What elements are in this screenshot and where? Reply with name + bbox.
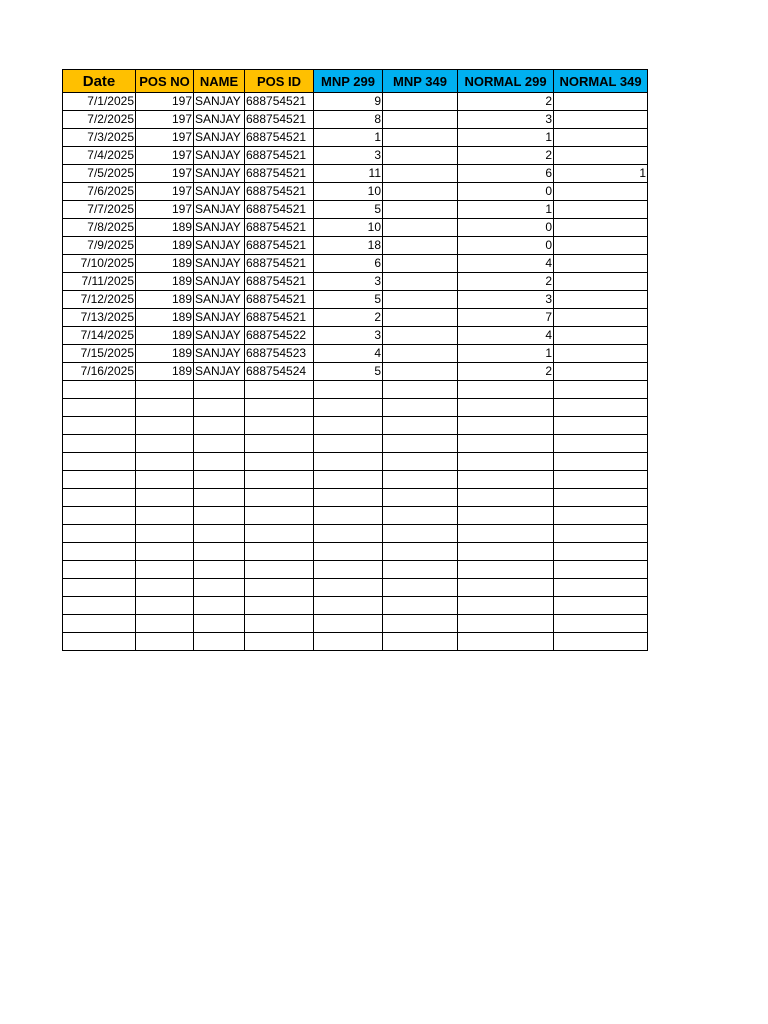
table-row [63, 543, 648, 561]
cell-normal-349[interactable] [554, 417, 648, 435]
cell-pos-id[interactable]: 688754521 [245, 165, 314, 183]
cell-normal-299[interactable] [458, 399, 554, 417]
table-row [63, 165, 648, 183]
cell-name[interactable]: SANJAY [194, 219, 245, 237]
cell-normal-349[interactable] [554, 507, 648, 525]
cell-normal-349[interactable] [554, 525, 648, 543]
cell-normal-349[interactable] [554, 345, 648, 363]
cell-date[interactable] [63, 453, 136, 471]
cell-pos-no[interactable]: 197 [136, 201, 194, 219]
cell-date[interactable]: 7/7/2025 [63, 201, 136, 219]
cell-name[interactable]: SANJAY [194, 111, 245, 129]
cell-mnp-299[interactable]: 6 [314, 255, 383, 273]
cell-name[interactable] [194, 615, 245, 633]
column-header-pos-no[interactable]: POS NO [136, 70, 194, 93]
cell-date[interactable] [63, 597, 136, 615]
cell-pos-no[interactable]: 197 [136, 183, 194, 201]
cell-pos-no[interactable] [136, 597, 194, 615]
cell-normal-299[interactable]: 4 [458, 255, 554, 273]
cell-mnp-299[interactable]: 10 [314, 219, 383, 237]
cell-mnp-349[interactable] [383, 129, 458, 147]
cell-date[interactable] [63, 579, 136, 597]
header-row [63, 70, 648, 93]
column-header-mnp-299[interactable]: MNP 299 [314, 70, 383, 93]
cell-pos-id[interactable]: 688754521 [245, 183, 314, 201]
table-row [63, 471, 648, 489]
cell-pos-id[interactable] [245, 597, 314, 615]
cell-pos-no[interactable]: 189 [136, 363, 194, 381]
cell-mnp-349[interactable] [383, 291, 458, 309]
cell-mnp-349[interactable] [383, 453, 458, 471]
cell-date[interactable]: 7/2/2025 [63, 111, 136, 129]
cell-pos-id[interactable] [245, 579, 314, 597]
table-row [63, 291, 648, 309]
cell-mnp-349[interactable] [383, 201, 458, 219]
cell-mnp-349[interactable] [383, 435, 458, 453]
cell-pos-id[interactable]: 688754521 [245, 255, 314, 273]
cell-date[interactable] [63, 381, 136, 399]
cell-normal-349[interactable] [554, 381, 648, 399]
cell-mnp-349[interactable] [383, 399, 458, 417]
cell-pos-no[interactable] [136, 633, 194, 651]
cell-normal-299[interactable] [458, 435, 554, 453]
cell-name[interactable] [194, 525, 245, 543]
cell-mnp-349[interactable] [383, 327, 458, 345]
cell-normal-349[interactable] [554, 147, 648, 165]
cell-name[interactable]: SANJAY [194, 345, 245, 363]
cell-name[interactable]: SANJAY [194, 201, 245, 219]
cell-pos-no[interactable]: 189 [136, 255, 194, 273]
cell-normal-299[interactable] [458, 561, 554, 579]
cell-date[interactable]: 7/6/2025 [63, 183, 136, 201]
cell-pos-id[interactable] [245, 417, 314, 435]
cell-pos-no[interactable]: 189 [136, 273, 194, 291]
cell-normal-299[interactable] [458, 633, 554, 651]
cell-name[interactable] [194, 597, 245, 615]
cell-date[interactable] [63, 561, 136, 579]
cell-name[interactable]: SANJAY [194, 327, 245, 345]
cell-mnp-299[interactable]: 5 [314, 291, 383, 309]
cell-pos-no[interactable] [136, 543, 194, 561]
cell-mnp-299[interactable] [314, 543, 383, 561]
cell-mnp-299[interactable]: 18 [314, 237, 383, 255]
cell-pos-no[interactable] [136, 435, 194, 453]
cell-pos-id[interactable] [245, 633, 314, 651]
cell-mnp-299[interactable]: 3 [314, 327, 383, 345]
cell-pos-no[interactable] [136, 471, 194, 489]
cell-mnp-299[interactable]: 9 [314, 93, 383, 111]
cell-mnp-299[interactable]: 2 [314, 309, 383, 327]
cell-normal-349[interactable] [554, 471, 648, 489]
cell-normal-299[interactable] [458, 489, 554, 507]
cell-normal-299[interactable]: 4 [458, 327, 554, 345]
cell-mnp-299[interactable]: 10 [314, 183, 383, 201]
cell-pos-id[interactable]: 688754521 [245, 291, 314, 309]
table-row [63, 633, 648, 651]
table-row [63, 561, 648, 579]
table-row [63, 201, 648, 219]
cell-pos-no[interactable]: 189 [136, 327, 194, 345]
cell-pos-id[interactable] [245, 615, 314, 633]
table-row [63, 93, 648, 111]
cell-mnp-299[interactable] [314, 597, 383, 615]
cell-mnp-349[interactable] [383, 417, 458, 435]
cell-name[interactable]: SANJAY [194, 147, 245, 165]
cell-mnp-349[interactable] [383, 309, 458, 327]
cell-mnp-299[interactable]: 1 [314, 129, 383, 147]
cell-mnp-349[interactable] [383, 93, 458, 111]
cell-date[interactable]: 7/13/2025 [63, 309, 136, 327]
cell-pos-no[interactable]: 197 [136, 129, 194, 147]
cell-mnp-299[interactable]: 3 [314, 147, 383, 165]
cell-normal-349[interactable] [554, 453, 648, 471]
cell-pos-no[interactable]: 197 [136, 93, 194, 111]
column-header-normal-299[interactable]: NORMAL 299 [458, 70, 554, 93]
cell-normal-349[interactable] [554, 93, 648, 111]
cell-mnp-349[interactable] [383, 111, 458, 129]
column-header-normal-349[interactable]: NORMAL 349 [554, 70, 648, 93]
table-row [63, 363, 648, 381]
cell-normal-299[interactable] [458, 597, 554, 615]
cell-pos-id[interactable] [245, 543, 314, 561]
cell-mnp-349[interactable] [383, 507, 458, 525]
table-row [63, 381, 648, 399]
cell-date[interactable]: 7/10/2025 [63, 255, 136, 273]
cell-date[interactable] [63, 399, 136, 417]
cell-pos-no[interactable]: 189 [136, 237, 194, 255]
table-row [63, 417, 648, 435]
cell-mnp-299[interactable]: 8 [314, 111, 383, 129]
cell-name[interactable] [194, 435, 245, 453]
cell-mnp-299[interactable]: 5 [314, 363, 383, 381]
table-row [63, 147, 648, 165]
cell-name[interactable] [194, 417, 245, 435]
cell-mnp-349[interactable] [383, 183, 458, 201]
cell-normal-349[interactable] [554, 273, 648, 291]
cell-mnp-299[interactable] [314, 525, 383, 543]
cell-pos-no[interactable] [136, 399, 194, 417]
table-row [63, 399, 648, 417]
cell-normal-299[interactable]: 1 [458, 345, 554, 363]
cell-normal-299[interactable]: 2 [458, 363, 554, 381]
cell-normal-299[interactable]: 0 [458, 183, 554, 201]
cell-normal-299[interactable]: 3 [458, 291, 554, 309]
cell-normal-349[interactable] [554, 435, 648, 453]
cell-name[interactable] [194, 579, 245, 597]
table-row [63, 435, 648, 453]
column-header-name[interactable]: NAME [194, 70, 245, 93]
cell-mnp-349[interactable] [383, 561, 458, 579]
cell-normal-349[interactable] [554, 183, 648, 201]
column-header-pos-id[interactable]: POS ID [245, 70, 314, 93]
cell-name[interactable]: SANJAY [194, 273, 245, 291]
cell-name[interactable]: SANJAY [194, 309, 245, 327]
cell-pos-id[interactable] [245, 525, 314, 543]
cell-mnp-349[interactable] [383, 381, 458, 399]
cell-mnp-349[interactable] [383, 219, 458, 237]
cell-normal-349[interactable] [554, 255, 648, 273]
table-row [63, 309, 648, 327]
cell-pos-id[interactable]: 688754521 [245, 237, 314, 255]
cell-normal-299[interactable]: 0 [458, 237, 554, 255]
cell-pos-no[interactable] [136, 615, 194, 633]
cell-pos-id[interactable]: 688754521 [245, 129, 314, 147]
cell-name[interactable] [194, 543, 245, 561]
cell-normal-349[interactable] [554, 597, 648, 615]
cell-date[interactable] [63, 471, 136, 489]
cell-pos-id[interactable] [245, 435, 314, 453]
cell-mnp-299[interactable] [314, 579, 383, 597]
cell-name[interactable]: SANJAY [194, 255, 245, 273]
cell-name[interactable]: SANJAY [194, 237, 245, 255]
cell-date[interactable]: 7/12/2025 [63, 291, 136, 309]
cell-date[interactable] [63, 507, 136, 525]
cell-pos-no[interactable]: 197 [136, 165, 194, 183]
cell-mnp-349[interactable] [383, 543, 458, 561]
cell-normal-349[interactable] [554, 129, 648, 147]
cell-normal-299[interactable] [458, 453, 554, 471]
cell-mnp-349[interactable] [383, 237, 458, 255]
table-row [63, 219, 648, 237]
table-row [63, 273, 648, 291]
cell-date[interactable]: 7/9/2025 [63, 237, 136, 255]
table-row [63, 255, 648, 273]
cell-normal-349[interactable] [554, 201, 648, 219]
cell-normal-299[interactable]: 6 [458, 165, 554, 183]
cell-normal-349[interactable] [554, 309, 648, 327]
cell-mnp-299[interactable]: 4 [314, 345, 383, 363]
cell-date[interactable]: 7/3/2025 [63, 129, 136, 147]
cell-pos-id[interactable] [245, 471, 314, 489]
cell-pos-id[interactable]: 688754521 [245, 273, 314, 291]
cell-normal-299[interactable]: 1 [458, 201, 554, 219]
cell-normal-349[interactable] [554, 579, 648, 597]
data-table [62, 69, 648, 651]
cell-normal-349[interactable] [554, 363, 648, 381]
cell-pos-id[interactable] [245, 489, 314, 507]
cell-normal-299[interactable] [458, 381, 554, 399]
cell-date[interactable]: 7/14/2025 [63, 327, 136, 345]
cell-normal-349[interactable] [554, 615, 648, 633]
cell-normal-299[interactable] [458, 615, 554, 633]
cell-pos-id[interactable]: 688754521 [245, 201, 314, 219]
cell-normal-349[interactable] [554, 561, 648, 579]
cell-date[interactable] [63, 543, 136, 561]
cell-name[interactable] [194, 471, 245, 489]
cell-name[interactable] [194, 453, 245, 471]
cell-mnp-299[interactable] [314, 615, 383, 633]
cell-normal-299[interactable] [458, 543, 554, 561]
cell-mnp-299[interactable] [314, 561, 383, 579]
cell-pos-id[interactable]: 688754521 [245, 93, 314, 111]
cell-mnp-349[interactable] [383, 255, 458, 273]
column-header-date[interactable]: Date [63, 70, 136, 93]
cell-pos-id[interactable]: 688754521 [245, 111, 314, 129]
cell-pos-no[interactable] [136, 561, 194, 579]
cell-date[interactable] [63, 489, 136, 507]
cell-normal-299[interactable]: 2 [458, 147, 554, 165]
cell-mnp-299[interactable]: 11 [314, 165, 383, 183]
cell-name[interactable]: SANJAY [194, 129, 245, 147]
cell-pos-id[interactable] [245, 381, 314, 399]
cell-mnp-299[interactable] [314, 417, 383, 435]
cell-pos-no[interactable]: 189 [136, 345, 194, 363]
cell-normal-349[interactable]: 1 [554, 165, 648, 183]
table-row [63, 237, 648, 255]
cell-normal-349[interactable] [554, 399, 648, 417]
cell-mnp-299[interactable] [314, 507, 383, 525]
cell-pos-no[interactable] [136, 417, 194, 435]
cell-normal-299[interactable] [458, 507, 554, 525]
table-row [63, 507, 648, 525]
cell-normal-299[interactable] [458, 471, 554, 489]
cell-name[interactable]: SANJAY [194, 291, 245, 309]
cell-normal-299[interactable]: 2 [458, 93, 554, 111]
table-row [63, 453, 648, 471]
table-row [63, 597, 648, 615]
cell-pos-no[interactable]: 197 [136, 111, 194, 129]
cell-name[interactable] [194, 561, 245, 579]
cell-mnp-349[interactable] [383, 597, 458, 615]
table-row [63, 525, 648, 543]
cell-name[interactable]: SANJAY [194, 183, 245, 201]
cell-normal-349[interactable] [554, 327, 648, 345]
cell-normal-299[interactable]: 7 [458, 309, 554, 327]
cell-pos-id[interactable]: 688754521 [245, 309, 314, 327]
cell-mnp-299[interactable] [314, 633, 383, 651]
cell-pos-no[interactable]: 197 [136, 147, 194, 165]
cell-pos-id[interactable]: 688754521 [245, 219, 314, 237]
table-row [63, 111, 648, 129]
cell-mnp-349[interactable] [383, 525, 458, 543]
cell-name[interactable] [194, 489, 245, 507]
cell-mnp-349[interactable] [383, 489, 458, 507]
table-row [63, 489, 648, 507]
cell-mnp-299[interactable] [314, 489, 383, 507]
cell-date[interactable]: 7/15/2025 [63, 345, 136, 363]
cell-pos-id[interactable] [245, 453, 314, 471]
cell-date[interactable]: 7/16/2025 [63, 363, 136, 381]
cell-name[interactable]: SANJAY [194, 165, 245, 183]
cell-mnp-349[interactable] [383, 471, 458, 489]
cell-mnp-299[interactable]: 3 [314, 273, 383, 291]
cell-mnp-349[interactable] [383, 363, 458, 381]
cell-pos-no[interactable] [136, 489, 194, 507]
cell-name[interactable]: SANJAY [194, 93, 245, 111]
cell-mnp-349[interactable] [383, 165, 458, 183]
table-row [63, 345, 648, 363]
cell-pos-no[interactable] [136, 453, 194, 471]
cell-normal-299[interactable]: 2 [458, 273, 554, 291]
cell-mnp-349[interactable] [383, 147, 458, 165]
cell-date[interactable]: 7/1/2025 [63, 93, 136, 111]
cell-pos-id[interactable] [245, 399, 314, 417]
cell-pos-no[interactable] [136, 525, 194, 543]
cell-mnp-299[interactable] [314, 435, 383, 453]
table-body [63, 93, 648, 651]
cell-pos-id[interactable] [245, 507, 314, 525]
cell-mnp-349[interactable] [383, 615, 458, 633]
cell-mnp-299[interactable]: 5 [314, 201, 383, 219]
cell-name[interactable] [194, 633, 245, 651]
cell-mnp-349[interactable] [383, 345, 458, 363]
cell-normal-299[interactable]: 3 [458, 111, 554, 129]
cell-pos-no[interactable] [136, 381, 194, 399]
cell-mnp-349[interactable] [383, 579, 458, 597]
cell-date[interactable] [63, 435, 136, 453]
table-row [63, 579, 648, 597]
cell-mnp-349[interactable] [383, 273, 458, 291]
cell-mnp-299[interactable] [314, 399, 383, 417]
cell-pos-no[interactable]: 189 [136, 309, 194, 327]
cell-pos-id[interactable]: 688754522 [245, 327, 314, 345]
cell-date[interactable]: 7/4/2025 [63, 147, 136, 165]
cell-name[interactable] [194, 381, 245, 399]
cell-mnp-349[interactable] [383, 633, 458, 651]
cell-normal-349[interactable] [554, 489, 648, 507]
cell-pos-no[interactable] [136, 579, 194, 597]
cell-mnp-299[interactable] [314, 453, 383, 471]
table-row [63, 615, 648, 633]
cell-normal-299[interactable]: 1 [458, 129, 554, 147]
cell-date[interactable] [63, 615, 136, 633]
cell-normal-349[interactable] [554, 219, 648, 237]
cell-name[interactable] [194, 507, 245, 525]
cell-normal-299[interactable] [458, 579, 554, 597]
cell-mnp-299[interactable] [314, 381, 383, 399]
cell-pos-id[interactable] [245, 561, 314, 579]
cell-normal-349[interactable] [554, 543, 648, 561]
cell-pos-no[interactable]: 189 [136, 291, 194, 309]
table-row [63, 129, 648, 147]
cell-normal-299[interactable] [458, 525, 554, 543]
cell-normal-349[interactable] [554, 291, 648, 309]
cell-date[interactable] [63, 417, 136, 435]
cell-pos-no[interactable]: 189 [136, 219, 194, 237]
cell-name[interactable]: SANJAY [194, 363, 245, 381]
cell-normal-299[interactable] [458, 417, 554, 435]
cell-date[interactable] [63, 525, 136, 543]
cell-name[interactable] [194, 399, 245, 417]
cell-pos-id[interactable]: 688754524 [245, 363, 314, 381]
cell-mnp-299[interactable] [314, 471, 383, 489]
cell-date[interactable] [63, 633, 136, 651]
cell-pos-id[interactable]: 688754521 [245, 147, 314, 165]
cell-normal-299[interactable]: 0 [458, 219, 554, 237]
cell-pos-no[interactable] [136, 507, 194, 525]
cell-normal-349[interactable] [554, 111, 648, 129]
cell-normal-349[interactable] [554, 633, 648, 651]
table-row [63, 327, 648, 345]
cell-date[interactable]: 7/8/2025 [63, 219, 136, 237]
column-header-mnp-349[interactable]: MNP 349 [383, 70, 458, 93]
cell-date[interactable]: 7/11/2025 [63, 273, 136, 291]
table-row [63, 183, 648, 201]
cell-pos-id[interactable]: 688754523 [245, 345, 314, 363]
cell-date[interactable]: 7/5/2025 [63, 165, 136, 183]
cell-normal-349[interactable] [554, 237, 648, 255]
